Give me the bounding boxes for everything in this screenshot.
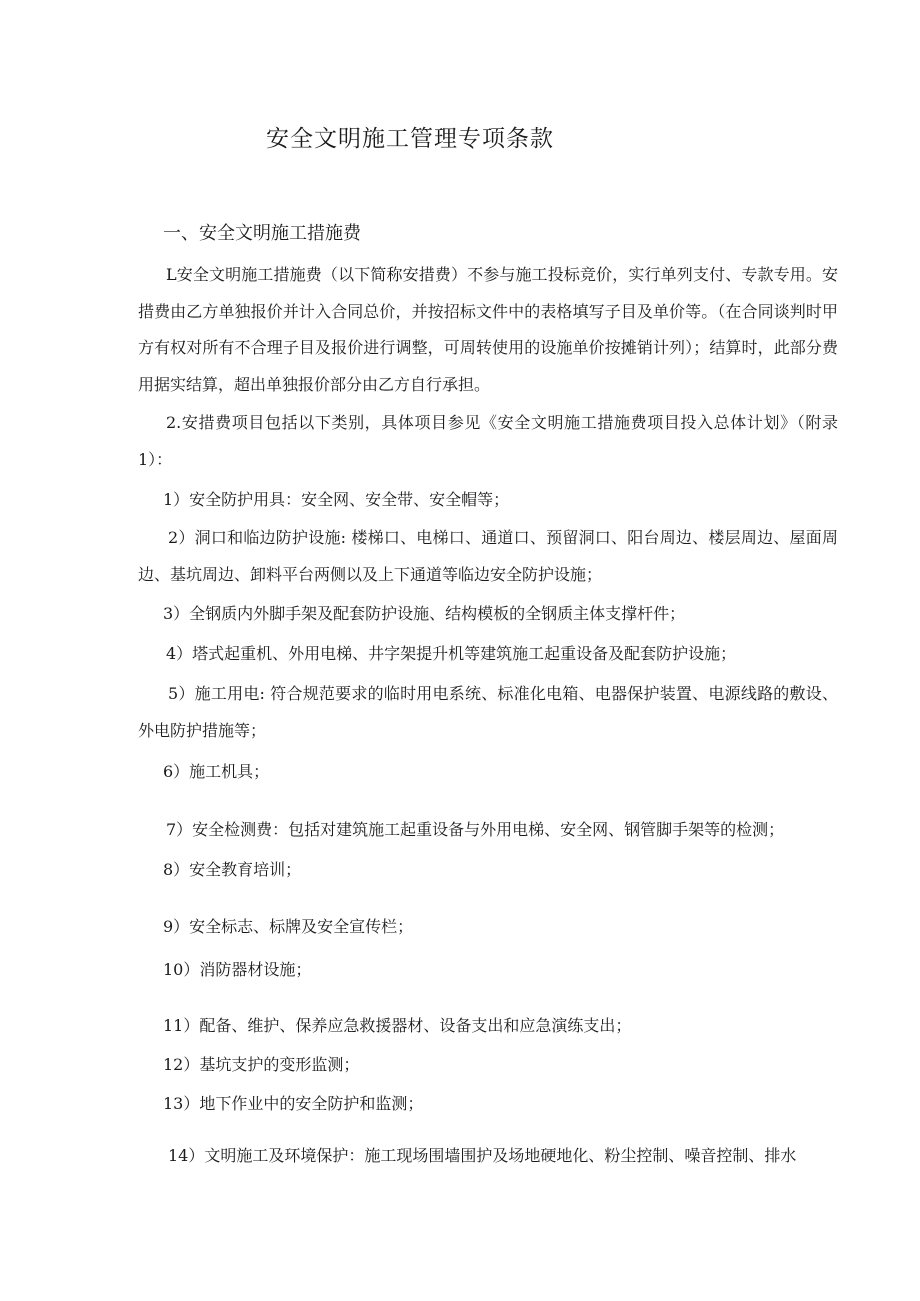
- list-item-13: 13）地下作业中的安全防护和监测；: [163, 1094, 424, 1113]
- list-item-1: 1）安全防护用具：安全网、安全带、安全帽等；: [163, 490, 510, 509]
- document-title: 安全文明施工管理专项条款: [266, 126, 554, 152]
- list-item-14: 14）文明施工及环境保护：施工现场围墙围护及场地硬地化、粉尘控制、噪音控制、排水: [168, 1146, 797, 1165]
- list-item-2: 2）洞口和临边防护设施: 楼梯口、电梯口、通道口、预留洞口、阳台周边、楼层周边、屋面周边、基坑周边、卸料平台两侧以及上下通道等临边安全防护设施；: [138, 528, 838, 584]
- paragraph-1: L安全文明施工措施费（以下简称安措费）不参与施工投标竞价，实行单列支付、专款专用。安措费由乙方单独报价并计入合同总价，并按招标文件中的表格填写子目及单价等。（在合同谈判时甲方有权对所有不合理子目及报价进行调整，可周转使用的设施单价按摊销计列）；结算时，此部分费用据实结算，超出单独报价部分由乙方自行承担。: [138, 265, 838, 394]
- list-item-10: 10）消防器材设施；: [163, 960, 312, 979]
- section-heading: 一、安全文明施工措施费: [163, 223, 361, 244]
- list-item-3: 3）全钢质内外脚手架及配套防护设施、结构模板的全钢质主体支撑杆件；: [163, 604, 686, 623]
- list-item-11: 11）配备、维护、保养应急救援器材、设备支出和应急演练支出；: [163, 1016, 632, 1035]
- list-item-6: 6）施工机具；: [163, 762, 270, 781]
- list-item-4: 4）塔式起重机、外用电梯、井字架提升机等建筑施工起重设备及配套防护设施；: [166, 644, 737, 663]
- list-item-5: 5）施工用电: 符合规范要求的临时用电系统、标准化电箱、电器保护装置、电源线路的敷设、外电防护措施等；: [138, 684, 838, 740]
- list-item-12: 12）基坑支护的变形监测；: [163, 1055, 360, 1074]
- list-item-8: 8）安全教育培训；: [163, 860, 302, 879]
- list-item-7: 7）安全检测费：包括对建筑施工起重设备与外用电梯、安全网、钢管脚手架等的检测；: [166, 820, 785, 839]
- paragraph-2: 2.安措费项目包括以下类别，具体项目参见《安全文明施工措施费项目投入总体计划》（附录1）：: [138, 413, 838, 469]
- list-item-9: 9）安全标志、标牌及安全宣传栏；: [163, 917, 414, 936]
